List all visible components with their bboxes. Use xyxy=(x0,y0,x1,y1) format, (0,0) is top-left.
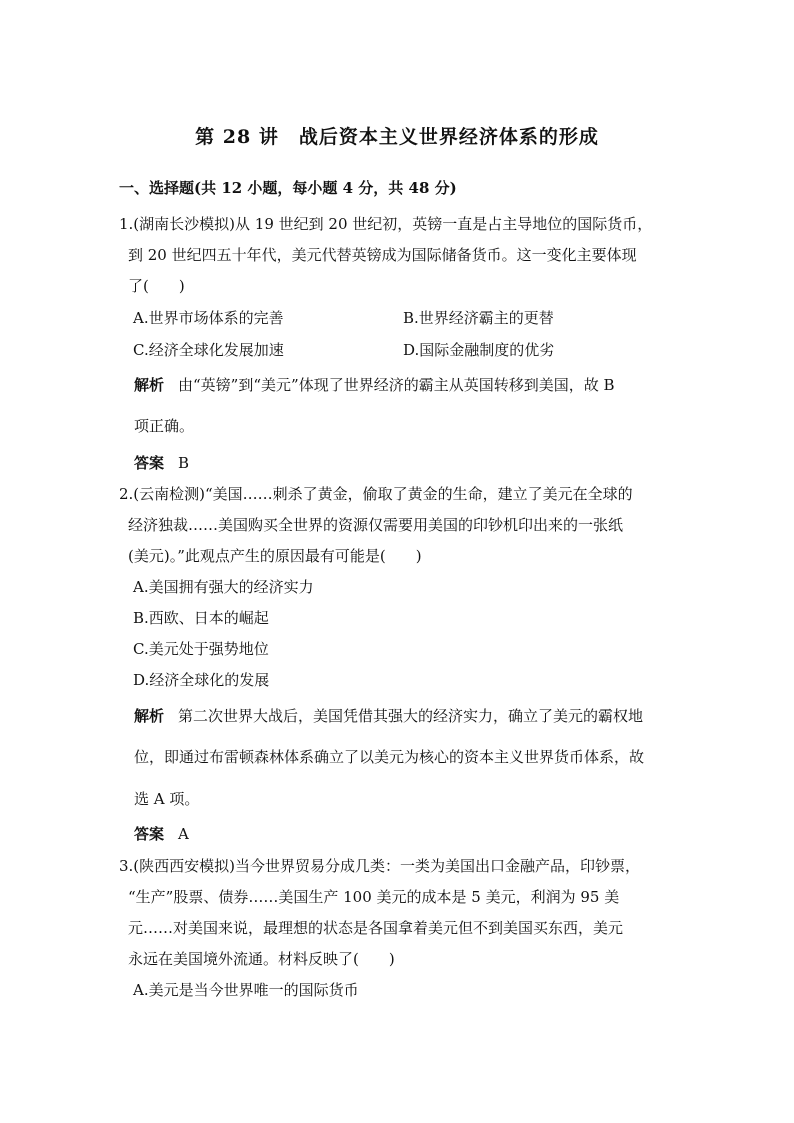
q2-analysis-line-3: 选 A 项。 xyxy=(134,790,200,808)
q1-option-a: A.世界市场体系的完善 xyxy=(133,309,284,327)
q1-analysis-text-1: 由“英镑”到“美元”体现了世界经济的霸主从英国转移到美国，故 B xyxy=(178,376,615,394)
q1-analysis-label: 解析 xyxy=(134,376,165,394)
q2-analysis-line-1 xyxy=(134,706,643,726)
q1-stem-line-2: 到 20 世纪四五十年代，美元代替英镑成为国际储备货币。这一变化主要体现 xyxy=(128,246,637,264)
q2-stem-line-2: 经济独裁……美国购买全世界的资源仅需要用美国的印钞机印出来的一张纸 xyxy=(128,516,624,534)
q2-answer-line xyxy=(134,824,189,844)
q2-answer-value: A xyxy=(178,825,189,843)
q2-option-c: C.美元处于强势地位 xyxy=(133,640,269,658)
q1-option-c: C.经济全球化发展加速 xyxy=(133,341,284,359)
q1-answer-value: B xyxy=(178,454,190,472)
q2-option-b: B.西欧、日本的崛起 xyxy=(133,609,269,627)
q3-stem-line-3: 元……对美国来说，最理想的状态是各国拿着美元但不到美国买东西，美元 xyxy=(128,919,624,937)
q2-analysis-label: 解析 xyxy=(134,707,165,725)
q1-option-d: D.国际金融制度的优劣 xyxy=(403,341,555,359)
q2-answer-label: 答案 xyxy=(134,825,165,843)
q1-stem-line-1: 1.(湖南长沙模拟)从 19 世纪到 20 世纪初，英镑一直是占主导地位的国际货币， xyxy=(119,215,653,233)
q3-stem-line-1: 3.(陕西西安模拟)当今世界贸易分成几类：一类为美国出口金融产品，印钞票， xyxy=(119,857,641,875)
q1-option-b: B.世界经济霸主的更替 xyxy=(403,309,554,327)
page-title: 第 28 讲 战后资本主义世界经济体系的形成 xyxy=(195,126,599,148)
section-heading: 一、选择题(共 12 小题，每小题 4 分，共 48 分) xyxy=(119,179,457,197)
q3-stem-line-4: 永远在美国境外流通。材料反映了( ) xyxy=(128,950,395,968)
q1-analysis-line-2: 项正确。 xyxy=(134,417,195,435)
q2-stem-line-3: (美元)。”此观点产生的原因最有可能是( ) xyxy=(128,547,422,565)
q1-answer-label: 答案 xyxy=(134,454,165,472)
q2-option-d: D.经济全球化的发展 xyxy=(133,671,270,689)
q2-stem-line-1: 2.(云南检测)“美国……刺杀了黄金，偷取了黄金的生命，建立了美元在全球的 xyxy=(119,485,633,503)
q2-analysis-text-1: 第二次世界大战后，美国凭借其强大的经济实力，确立了美元的霸权地 xyxy=(178,707,644,725)
q3-stem-line-2: “生产”股票、债券……美国生产 100 美元的成本是 5 美元，利润为 95 美 xyxy=(128,888,620,906)
q2-analysis-line-2: 位，即通过布雷顿森林体系确立了以美元为核心的资本主义世界货币体系，故 xyxy=(134,748,645,766)
q1-analysis-line-1 xyxy=(134,375,614,395)
q2-option-a: A.美国拥有强大的经济实力 xyxy=(133,578,314,596)
q3-option-a: A.美元是当今世界唯一的国际货币 xyxy=(133,981,359,999)
q1-stem-line-3: 了( ) xyxy=(128,277,185,295)
q1-answer-line xyxy=(134,453,189,473)
